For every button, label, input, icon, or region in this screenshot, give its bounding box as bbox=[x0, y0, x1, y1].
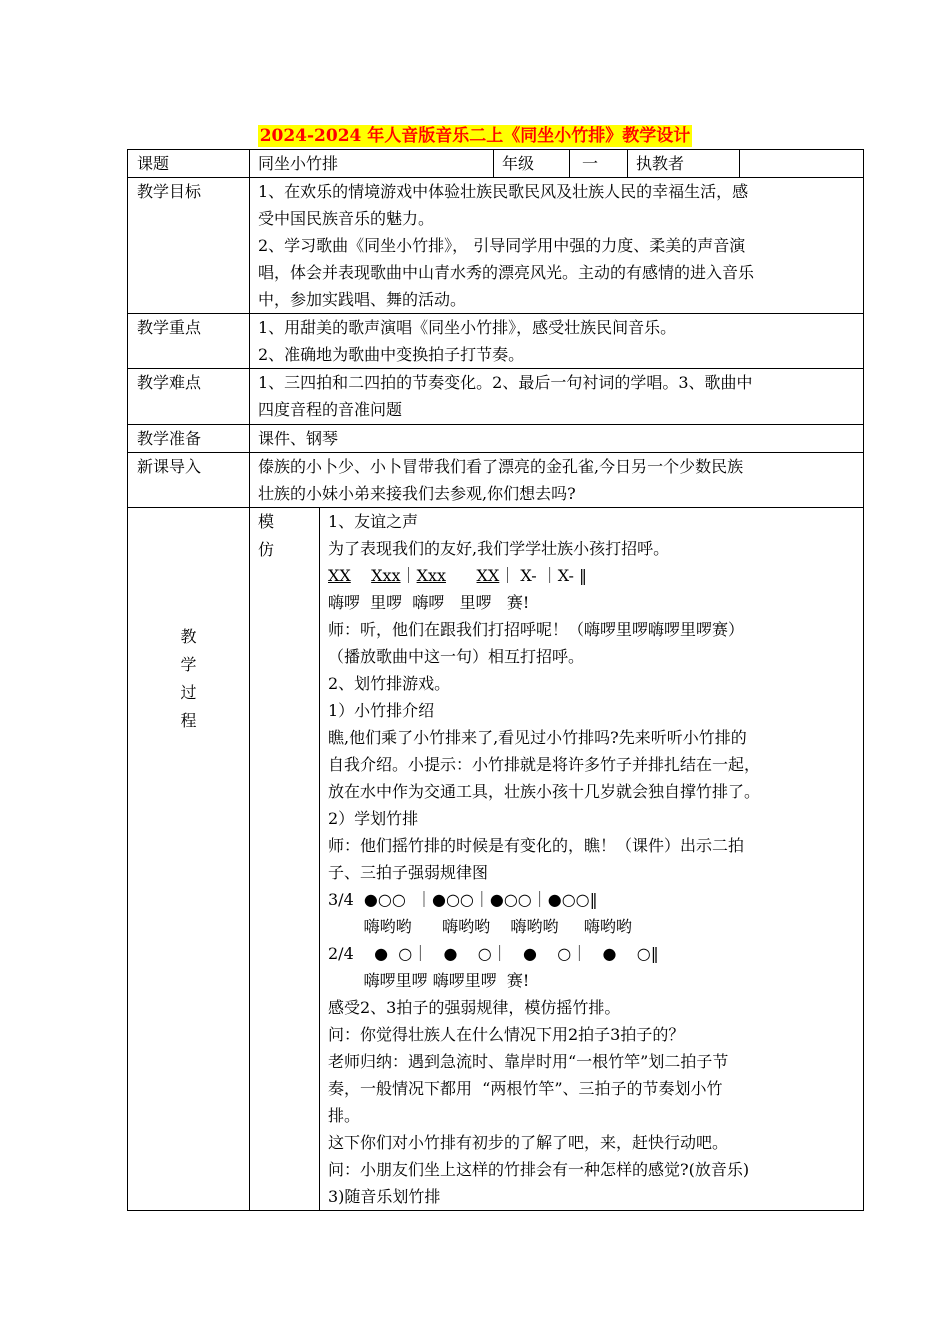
goals-line: 受中国民族音乐的魅力。 bbox=[258, 209, 435, 228]
process-line: 问：小朋友们坐上这样的竹排会有一种怎样的感觉?(放音乐) bbox=[328, 1160, 750, 1179]
process-line: 嗨啰里啰 嗨啰里啰 赛! bbox=[328, 971, 530, 990]
prep-content: 课件、钢琴 bbox=[250, 425, 864, 453]
process-line: 师：他们摇竹排的时候是有变化的，瞧！（课件）出示二拍 bbox=[328, 836, 745, 855]
row-prep bbox=[128, 425, 864, 453]
difficult-content bbox=[250, 369, 864, 425]
intro-line: 壮族的小妹小弟来接我们去参观,你们想去吗? bbox=[258, 484, 576, 503]
process-stage bbox=[250, 508, 320, 1211]
process-line: 排。 bbox=[328, 1106, 361, 1125]
goals-line: 中，参加实践唱、舞的活动。 bbox=[258, 290, 467, 309]
row-goals bbox=[128, 178, 864, 314]
rhythm-b: Xxx bbox=[371, 566, 401, 585]
process-label-char: 学 bbox=[180, 655, 197, 674]
process-line: （播放歌曲中这一句）相互打招呼。 bbox=[328, 647, 585, 666]
title-wrap bbox=[0, 125, 950, 147]
process-line: 为了表现我们的友好,我们学学壮族小孩打招呼。 bbox=[328, 539, 670, 558]
document-title: 2024-2024 年人音版音乐二上《同坐小竹排》教学设计 bbox=[259, 126, 691, 146]
process-line: 子、三拍子强弱规律图 bbox=[328, 863, 489, 882]
lesson-plan-table bbox=[127, 149, 864, 1211]
process-line: 1、友谊之声 bbox=[328, 512, 419, 531]
key-label: 教学重点 bbox=[128, 314, 250, 369]
intro-label: 新课导入 bbox=[128, 453, 250, 508]
process-line: 奏，一般情况下都用 “两根竹竿”、三拍子的节奏划小竹 bbox=[328, 1079, 723, 1098]
process-label-vertical bbox=[128, 508, 249, 735]
key-line: 2、准确地为歌曲中变换拍子打节奏。 bbox=[258, 345, 525, 364]
goals-line: 1、在欢乐的情境游戏中体验壮族民歌民风及壮族人民的幸福生活，感 bbox=[258, 182, 749, 201]
process-line: 师：听，他们在跟我们打招呼呢！（嗨啰里啰嗨啰里啰赛） bbox=[328, 620, 745, 639]
goals-label: 教学目标 bbox=[128, 178, 250, 314]
difficult-line: 1、三四拍和二四拍的节奏变化。2、最后一句衬词的学唱。3、歌曲中 bbox=[258, 373, 753, 392]
grade-value: 一 bbox=[570, 150, 628, 178]
topic-label: 课题 bbox=[128, 150, 250, 178]
intro-content bbox=[250, 453, 864, 508]
intro-line: 傣族的小卜少、小卜冒带我们看了漂亮的金孔雀,今日另一个少数民族 bbox=[258, 457, 744, 476]
stage-vertical bbox=[258, 508, 319, 564]
process-line: 问：你觉得壮族人在什么情况下用2拍子3拍子的？ bbox=[328, 1025, 685, 1044]
process-label-char: 教 bbox=[180, 627, 197, 646]
rhythm-a: XX bbox=[328, 566, 351, 585]
grade-label: 年级 bbox=[494, 150, 570, 178]
goals-content bbox=[250, 178, 864, 314]
prep-label: 教学准备 bbox=[128, 425, 250, 453]
process-line: 嗨哟哟 嗨哟哟 嗨哟哟 嗨哟哟 bbox=[328, 917, 632, 936]
process-line: 瞧,他们乘了小竹排来了,看见过小竹排吗?先来听听小竹排的 bbox=[328, 728, 747, 747]
row-topic bbox=[128, 150, 864, 178]
process-line: 2/4 ● ○｜ ● ○｜ ● ○｜ ● ○‖ bbox=[328, 944, 659, 963]
process-line: 1）小竹排介绍 bbox=[328, 701, 435, 720]
rhythm-tail: ｜ X- ｜X- ‖ bbox=[499, 566, 588, 585]
goals-line: 唱，体会并表现歌曲中山青水秀的漂亮风光。主动的有感情的进入音乐 bbox=[258, 263, 755, 282]
process-label bbox=[128, 508, 250, 1211]
row-difficult bbox=[128, 369, 864, 425]
process-line: 2）学划竹排 bbox=[328, 809, 419, 828]
process-line: 老师归纳：遇到急流时、靠岸时用“一根竹竿”划二拍子节 bbox=[328, 1052, 729, 1071]
rhythm-bar: ｜ bbox=[400, 566, 417, 585]
process-line: 3/4 ●○○ ｜●○○｜●○○｜●○○‖ bbox=[328, 890, 598, 909]
difficult-line: 四度音程的音准问题 bbox=[258, 400, 403, 419]
difficult-label: 教学难点 bbox=[128, 369, 250, 425]
process-label-char: 程 bbox=[180, 711, 197, 730]
key-line: 1、用甜美的歌声演唱《同坐小竹排》，感受壮族民间音乐。 bbox=[258, 318, 677, 337]
topic-value: 同坐小竹排 bbox=[250, 150, 494, 178]
process-label-char: 过 bbox=[180, 683, 197, 702]
process-line: 这下你们对小竹排有初步的了解了吧，来，赶快行动吧。 bbox=[328, 1133, 729, 1152]
process-line: 嗨啰 里啰 嗨啰 里啰 赛! bbox=[328, 593, 530, 612]
stage-char: 仿 bbox=[258, 540, 275, 559]
rhythm-line bbox=[328, 562, 863, 589]
rhythm-c: Xxx bbox=[416, 566, 447, 585]
process-line: 2、划竹排游戏。 bbox=[328, 674, 451, 693]
teacher-value bbox=[740, 150, 864, 178]
process-line: 放在水中作为交通工具，壮族小孩十几岁就会独自撑竹排了。 bbox=[328, 782, 761, 801]
teacher-label: 执教者 bbox=[628, 150, 740, 178]
row-key bbox=[128, 314, 864, 369]
process-line: 自我介绍。小提示：小竹排就是将许多竹子并排扎结在一起， bbox=[328, 755, 761, 774]
row-process bbox=[128, 508, 864, 1211]
rhythm-d: XX bbox=[476, 566, 500, 585]
row-intro bbox=[128, 453, 864, 508]
process-content bbox=[320, 508, 864, 1211]
goals-line: 2、学习歌曲《同坐小竹排》， 引导同学用中强的力度、柔美的声音演 bbox=[258, 236, 746, 255]
process-line: 感受2、3拍子的强弱规律，模仿摇竹排。 bbox=[328, 998, 621, 1017]
key-content bbox=[250, 314, 864, 369]
process-line: 3)随音乐划竹排 bbox=[328, 1187, 441, 1206]
stage-char: 模 bbox=[258, 512, 275, 531]
